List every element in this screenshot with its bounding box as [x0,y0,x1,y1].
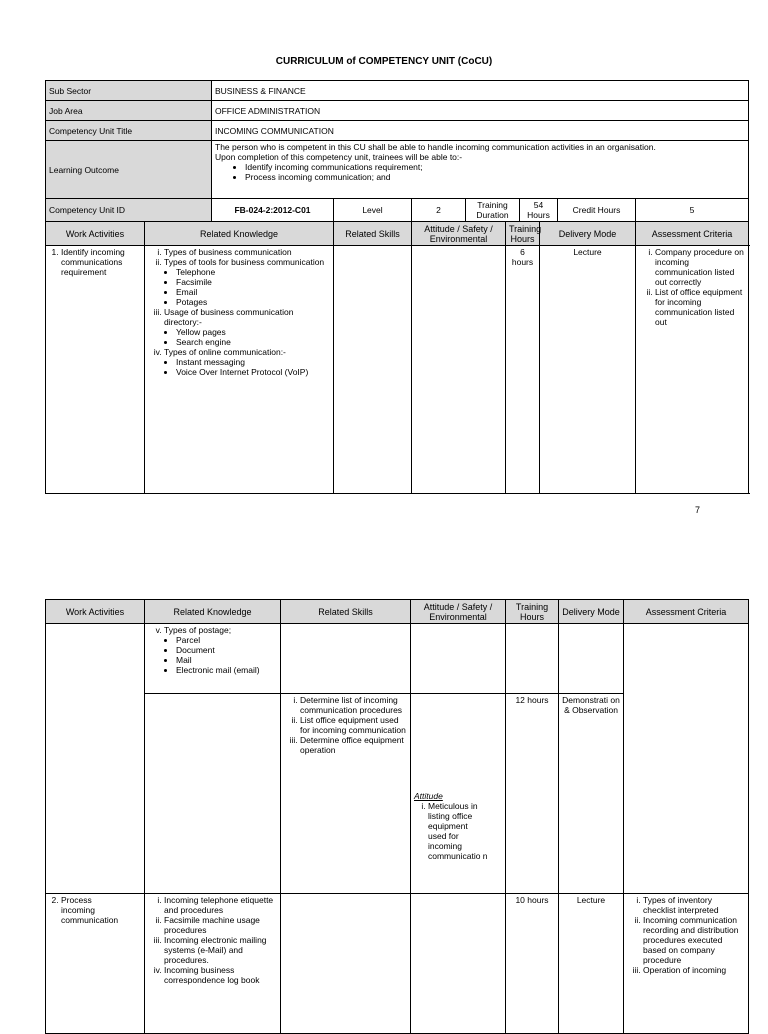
header-attitude: Attitude / Safety / Environmental [412,222,506,246]
assessment-cell [636,246,749,494]
knowledge-list [148,625,277,675]
header-related-knowledge: Related Knowledge [145,600,281,624]
knowledge-item: ii. Facsimile machine usage procedures [164,915,277,935]
job-area-label: Job Area [46,101,212,121]
work-activity-item: 2. Process incoming communication [61,895,141,925]
related-knowledge-cell [145,246,334,494]
knowledge-subitem: • Instant messaging [176,357,330,367]
knowledge-sublist [164,357,330,377]
knowledge-item-text: Usage of business communication directory:- [164,307,294,327]
related-knowledge-cell [145,894,281,1034]
related-knowledge-cell [145,694,281,894]
lo-bullet-list [215,162,745,182]
knowledge-subitem: • Potages [176,297,330,307]
delivery-mode-cell: Demonstrati on & Observation [559,694,624,894]
attitude-item: i. Meticulous in listing office equipment used for incoming communicatio n [428,801,502,861]
knowledge-subitem: • Mail [176,655,277,665]
lo-line-1: The person who is competent in this CU shall be able to handle incoming communication activities in an organisation. [215,142,656,152]
attitude-cell [411,894,506,1034]
header-related-skills: Related Skills [334,222,412,246]
knowledge-list [148,247,330,377]
page-number: 7 [695,505,701,515]
header-work-activities: Work Activities [46,222,145,246]
knowledge-list [148,895,277,985]
knowledge-sublist [164,267,330,307]
knowledge-subitem: • Voice Over Internet Protocol (VoIP) [176,367,330,377]
assessment-cell [624,624,749,894]
attitude-cell [411,624,506,694]
learning-outcome-value [212,141,749,199]
attitude-list [414,801,502,861]
knowledge-item [164,257,330,307]
training-hours-cell [506,624,559,694]
header-related-skills: Related Skills [281,600,411,624]
level-value: 2 [412,199,466,222]
work-activity-cell [46,246,145,494]
skill-item: ii. List office equipment used for incoming communication [300,715,407,735]
knowledge-subitem: • Document [176,645,277,655]
training-duration-label: Training Duration [466,199,520,222]
training-hours-cell: 12 hours [506,694,559,894]
knowledge-subitem: • Yellow pages [176,327,330,337]
cu-title-label: Competency Unit Title [46,121,212,141]
cu-title-value: INCOMING COMMUNICATION [212,121,749,141]
knowledge-item-text: Types of tools for business communication [164,257,325,267]
header-delivery-mode: Delivery Mode [540,222,636,246]
page-title: CURRICULUM of COMPETENCY UNIT (CoCU) [275,56,493,67]
attitude-heading: Attitude [414,791,443,801]
work-activity-list [49,895,141,925]
assessment-item: i. Types of inventory checklist interpreted [643,895,745,915]
knowledge-sublist [164,635,277,675]
assessment-cell [624,894,749,1034]
training-duration-value: 54 Hours [520,199,558,222]
training-hours-cell: 10 hours [506,894,559,1034]
assessment-item: iii. Operation of incoming [643,965,745,975]
knowledge-item [164,347,330,377]
knowledge-subitem: • Telephone [176,267,330,277]
lo-bullet: • Identify incoming communications requirement; [245,162,745,172]
knowledge-item: i. Incoming telephone etiquette and procedures [164,895,277,915]
work-activity-cell [46,624,145,894]
knowledge-subitem: • Email [176,287,330,297]
sub-sector-value: BUSINESS & FINANCE [212,81,749,101]
lo-line-2: Upon completion of this competency unit, trainees will be able to:- [215,152,463,162]
training-hours-cell: 6 hours [506,246,540,494]
knowledge-item [164,307,330,347]
work-activity-cell [46,894,145,1034]
skill-item: i. Determine list of incoming communication procedures [300,695,407,715]
knowledge-item-text: Types of online communication:- [164,347,286,357]
knowledge-item: iii. Incoming electronic mailing systems (e-Mail) and procedures. [164,935,277,965]
knowledge-item: i. Types of business communication [164,247,330,257]
knowledge-item: iv. Incoming business correspondence log book [164,965,277,985]
assessment-list [627,895,745,975]
work-activity-list [49,247,141,277]
cu-id-label: Competency Unit ID [46,199,212,222]
cu-id-value: FB-024-2:2012-C01 [212,199,334,222]
header-related-knowledge: Related Knowledge [145,222,334,246]
header-delivery-mode: Delivery Mode [559,600,624,624]
header-attitude: Attitude / Safety / Environmental [411,600,506,624]
knowledge-item [164,625,277,675]
assessment-item: ii. Incoming communication recording and distribution procedures executed based on company procedure [643,915,745,965]
delivery-mode-cell: Lecture [559,894,624,1034]
level-label: Level [334,199,412,222]
knowledge-subitem: • Facsimile [176,277,330,287]
knowledge-subitem: • Parcel [176,635,277,645]
attitude-cell [411,694,506,894]
job-area-value: OFFICE ADMINISTRATION [212,101,749,121]
header-training-hours: Training Hours [506,222,540,246]
header-work-activities: Work Activities [46,600,145,624]
delivery-mode-cell: Lecture [540,246,636,494]
knowledge-subitem: • Search engine [176,337,330,347]
sub-sector-label: Sub Sector [46,81,212,101]
skills-list [284,695,407,755]
assessment-item: ii. List of office equipment for incoming communication listed out [655,287,745,327]
credit-hours-value: 5 [636,199,749,222]
header-assessment-criteria: Assessment Criteria [624,600,749,624]
assessment-list [639,247,745,327]
related-skills-cell [281,624,411,694]
knowledge-subitem: • Electronic mail (email) [176,665,277,675]
cocu-table-page1 [45,80,749,494]
cocu-table-page2 [45,599,749,1034]
credit-hours-label: Credit Hours [558,199,636,222]
work-activity-item: 1. Identify incoming communications requirement [61,247,141,277]
delivery-mode-cell [559,624,624,694]
lo-bullet: • Process incoming communication; and [245,172,745,182]
attitude-cell [412,246,506,494]
related-knowledge-cell [145,624,281,694]
related-skills-cell [281,894,411,1034]
knowledge-sublist [164,327,330,347]
learning-outcome-label: Learning Outcome [46,141,212,199]
knowledge-item-text: Types of postage; [164,625,232,635]
related-skills-cell [281,694,411,894]
skill-item: iii. Determine office equipment operation [300,735,407,755]
header-assessment-criteria: Assessment Criteria [636,222,749,246]
assessment-item: i. Company procedure on incoming communication listed out correctly [655,247,745,287]
related-skills-cell [334,246,412,494]
header-training-hours: Training Hours [506,600,559,624]
